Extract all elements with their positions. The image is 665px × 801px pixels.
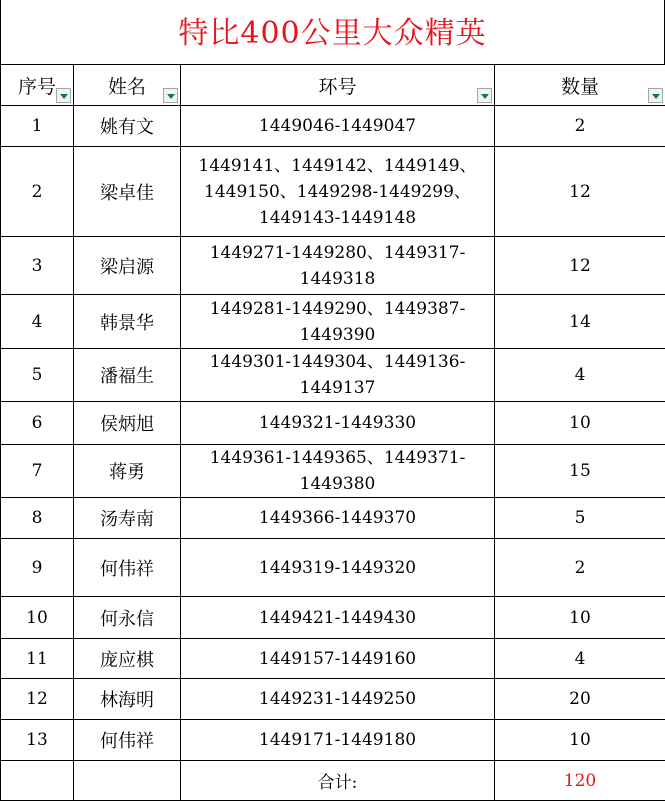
row-count: 12 — [495, 237, 665, 295]
ring-table — [0, 64, 665, 801]
table-row — [1, 295, 665, 349]
table-row — [1, 445, 665, 498]
ring-line: 1449421-1449430 — [181, 605, 494, 631]
row-count: 15 — [495, 445, 665, 498]
ring-line: 1449390 — [181, 322, 494, 348]
row-count: 20 — [495, 679, 665, 720]
table-row — [1, 498, 665, 539]
row-index: 7 — [1, 445, 74, 498]
row-rings — [181, 597, 495, 639]
row-count: 2 — [495, 106, 665, 147]
ring-line: 1449137 — [181, 375, 494, 401]
row-rings — [181, 402, 495, 445]
row-rings — [181, 445, 495, 498]
row-name: 汤寿南 — [74, 498, 181, 539]
row-count: 14 — [495, 295, 665, 349]
row-name: 蒋勇 — [74, 445, 181, 498]
header-name — [74, 65, 181, 106]
total-row — [1, 761, 665, 801]
header-count — [495, 65, 665, 106]
filter-dropdown-icon[interactable] — [56, 88, 71, 103]
table-row — [1, 679, 665, 720]
row-rings — [181, 498, 495, 539]
table-row — [1, 720, 665, 761]
row-name: 侯炳旭 — [74, 402, 181, 445]
ring-line: 1449361-1449365、1449371- — [181, 445, 494, 471]
ring-line: 1449318 — [181, 266, 494, 292]
row-index: 8 — [1, 498, 74, 539]
row-rings — [181, 237, 495, 295]
row-index: 3 — [1, 237, 74, 295]
row-index: 6 — [1, 402, 74, 445]
table-row — [1, 539, 665, 597]
table-row — [1, 639, 665, 679]
row-index: 4 — [1, 295, 74, 349]
table-row — [1, 597, 665, 639]
row-index: 5 — [1, 349, 74, 402]
row-name: 何永信 — [74, 597, 181, 639]
row-count: 5 — [495, 498, 665, 539]
header-row — [1, 65, 665, 106]
row-count: 10 — [495, 402, 665, 445]
filter-dropdown-icon[interactable] — [477, 88, 492, 103]
filter-dropdown-icon[interactable] — [648, 88, 663, 103]
table-row — [1, 237, 665, 295]
header-name-label: 姓名 — [108, 76, 146, 98]
ring-line: 1449141、1449142、1449149、 — [181, 153, 494, 179]
ring-line: 1449231-1449250 — [181, 686, 494, 712]
ring-line: 1449319-1449320 — [181, 555, 494, 581]
row-rings — [181, 295, 495, 349]
header-count-label: 数量 — [561, 76, 599, 98]
row-count: 4 — [495, 639, 665, 679]
row-rings — [181, 720, 495, 761]
row-index: 2 — [1, 147, 74, 237]
header-rings-label: 环号 — [318, 76, 356, 98]
row-index: 1 — [1, 106, 74, 147]
table-row — [1, 147, 665, 237]
row-index: 10 — [1, 597, 74, 639]
row-rings — [181, 679, 495, 720]
row-count: 2 — [495, 539, 665, 597]
row-name: 梁卓佳 — [74, 147, 181, 237]
row-name: 庞应棋 — [74, 639, 181, 679]
ring-line: 1449157-1449160 — [181, 646, 494, 672]
row-rings — [181, 639, 495, 679]
table-row — [1, 106, 665, 147]
ring-line: 1449171-1449180 — [181, 727, 494, 753]
row-name: 姚有文 — [74, 106, 181, 147]
row-rings — [181, 106, 495, 147]
ring-line: 1449380 — [181, 471, 494, 497]
row-index: 13 — [1, 720, 74, 761]
total-empty-cell — [1, 761, 74, 801]
row-rings — [181, 539, 495, 597]
ring-line: 1449150、1449298-1449299、 — [181, 179, 494, 205]
row-count: 12 — [495, 147, 665, 237]
row-name: 梁启源 — [74, 237, 181, 295]
row-count: 10 — [495, 597, 665, 639]
row-name: 林海明 — [74, 679, 181, 720]
row-rings — [181, 147, 495, 237]
row-name: 何伟祥 — [74, 539, 181, 597]
header-index-label: 序号 — [18, 76, 56, 98]
row-name: 潘福生 — [74, 349, 181, 402]
row-name: 何伟祥 — [74, 720, 181, 761]
ring-line: 1449281-1449290、1449387- — [181, 296, 494, 322]
row-index: 12 — [1, 679, 74, 720]
ring-line: 1449366-1449370 — [181, 505, 494, 531]
ring-line: 1449321-1449330 — [181, 410, 494, 436]
row-index: 9 — [1, 539, 74, 597]
total-empty-cell — [74, 761, 181, 801]
table-row — [1, 402, 665, 445]
ring-line: 1449301-1449304、1449136- — [181, 349, 494, 375]
header-index — [1, 65, 74, 106]
ring-line: 1449271-1449280、1449317- — [181, 240, 494, 266]
ring-line: 1449143-1449148 — [181, 205, 494, 231]
header-rings — [181, 65, 495, 106]
sheet-title: 特比400公里大众精英 — [0, 0, 665, 64]
total-value: 120 — [495, 761, 665, 801]
filter-dropdown-icon[interactable] — [163, 88, 178, 103]
row-rings — [181, 349, 495, 402]
row-name: 韩景华 — [74, 295, 181, 349]
table-body — [1, 106, 665, 761]
row-count: 4 — [495, 349, 665, 402]
total-label: 合计: — [181, 761, 495, 801]
row-index: 11 — [1, 639, 74, 679]
ring-line: 1449046-1449047 — [181, 113, 494, 139]
table-row — [1, 349, 665, 402]
row-count: 10 — [495, 720, 665, 761]
